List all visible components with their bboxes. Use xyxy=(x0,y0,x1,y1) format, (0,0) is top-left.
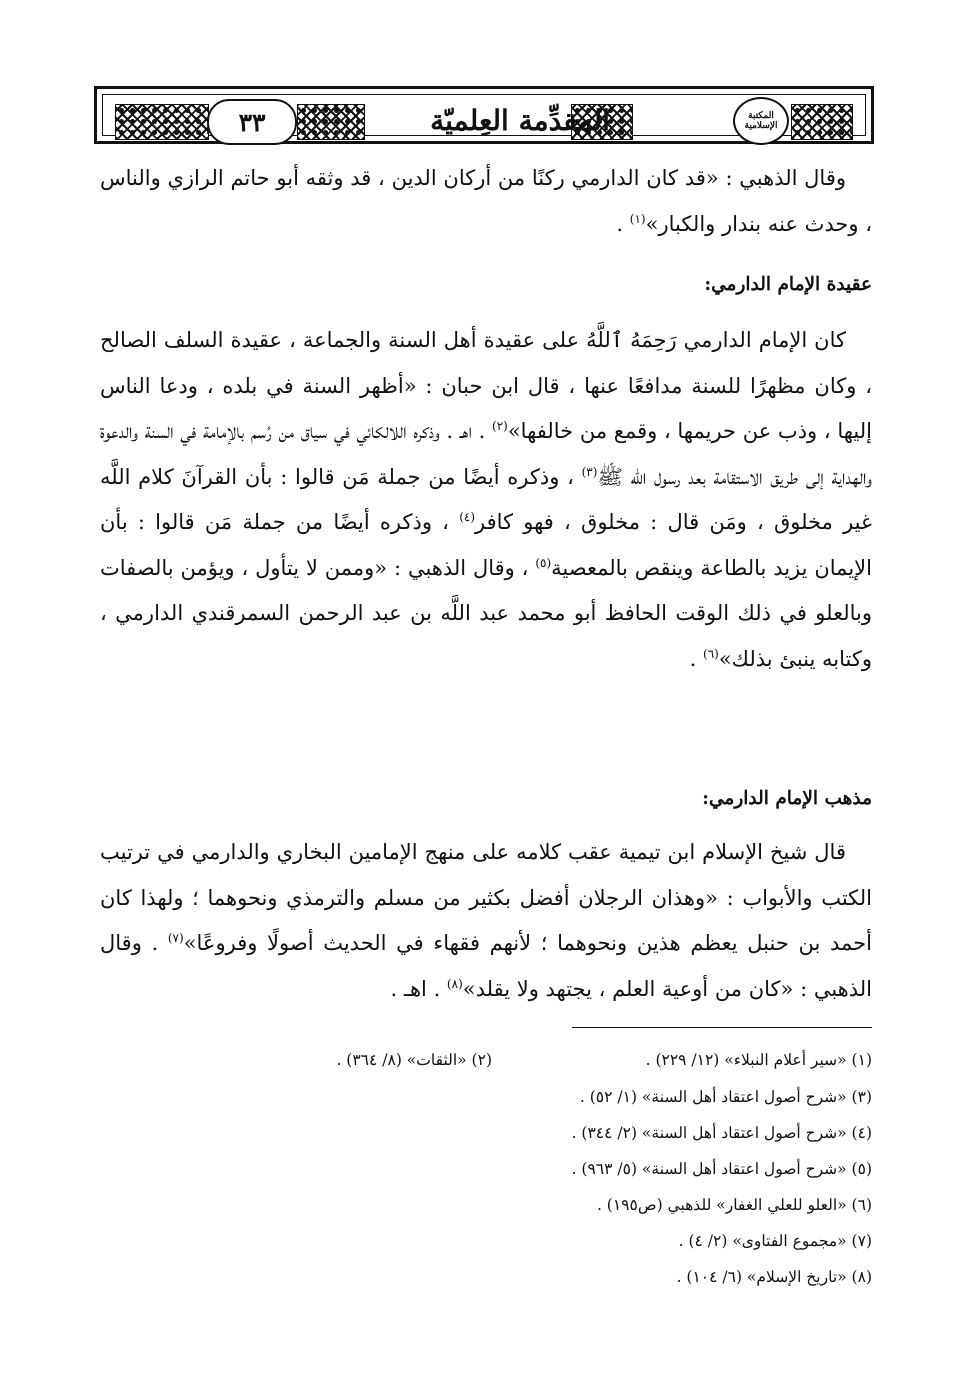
paragraph-text xyxy=(100,830,872,1012)
paragraph-1 xyxy=(100,156,872,247)
footnote-1: (١) «سير أعلام النبلاء» (١٢/ ٢٢٩) . xyxy=(645,1051,872,1069)
footnote-ref: (١) xyxy=(629,211,646,226)
footnote-5: (٥) «شرح أصول اعتقاد أهل السنة» (٥/ ٩٦٣) . xyxy=(571,1160,872,1178)
footnote-ref: (٨) xyxy=(446,976,463,991)
footnote-ref: (٢) xyxy=(492,419,508,433)
footnote-ref: (٣) xyxy=(581,464,598,479)
footnote-ref: (٥) xyxy=(535,555,552,570)
header-inner-frame xyxy=(102,94,866,136)
text-run: كان الإمام الدارمي رَحِمَهُ ٱللَّهُ على عقيدة أهل السنة والجماعة ، عقيدة السلف الصالح ، وكان مظهرًا للسنة مدافعًا عنها ، قال ابن حبان : «أظهر السنة في بلده ، ودعا الناس إليها ، وذب عن حريمها ، وقمع من خالفها» xyxy=(100,328,872,443)
section-heading-creed xyxy=(100,270,872,300)
page-header xyxy=(94,86,874,144)
paragraph-text xyxy=(100,156,872,247)
footnote-7: (٧) «مجموع الفتاوى» (٢/ ٤) . xyxy=(678,1232,872,1250)
text-run: ، وذكره أيضًا من جملة مَن قالوا : بأن الإيمان يزيد بالطاعة وينقص بالمعصية xyxy=(100,510,872,580)
running-title: المقدِّمة العِلميّة xyxy=(430,103,610,137)
text-run: . xyxy=(616,211,630,236)
text-run: . وقال الذهبي : «كان من أوعية العلم ، يجتهد ولا يقلد» xyxy=(100,931,872,1001)
paragraph-2 xyxy=(100,318,872,682)
page-number: ٣٣ xyxy=(207,99,297,145)
footnote-ref: (٤) xyxy=(459,510,476,524)
footnote-separator xyxy=(572,1027,872,1028)
footnote-2: (٢) «الثقات» (٨/ ٣٦٤) . xyxy=(336,1051,492,1069)
paragraph-3 xyxy=(100,830,872,1012)
heading-text: مذهب الإمام الدارمي: xyxy=(702,788,872,809)
footnote-6: (٦) «العلو للعلي الغفار» للذهبي (ص١٩٥) . xyxy=(596,1196,872,1214)
section-heading-madhhab xyxy=(100,784,872,814)
text-run: . xyxy=(689,646,703,671)
footnote-ref: (٧) xyxy=(167,931,184,945)
paragraph-text xyxy=(100,318,872,682)
ornament-right-outer xyxy=(791,104,853,140)
text-run: . اهـ . وذكره اللالكائي في سياق من رُسم بالإمامة في السنة والدعوة والهداية إلى طريق الاستقامة بعد رسول الله ﷺ xyxy=(100,419,873,489)
footnote-4: (٤) «شرح أصول اعتقاد أهل السنة» (٢/ ٣٤٤) . xyxy=(571,1124,872,1142)
text-run: وقال الذهبي : «قد كان الدارمي ركنًا من أركان الدين ، قد وثقه أبو حاتم الرازي والناس ، وحدث عنه بندار والكبار» xyxy=(100,166,872,236)
footnote-8: (٨) «تاريخ الإسلام» (٦/ ١٠٤) . xyxy=(676,1268,872,1286)
footnote-ref: (٦) xyxy=(703,646,719,661)
ornament-left-inner xyxy=(297,104,365,140)
publisher-seal: المكتبة الإسلامية xyxy=(733,97,789,145)
footnote-3: (٣) «شرح أصول اعتقاد أهل السنة» (١/ ٥٢) . xyxy=(579,1088,872,1106)
text-run: ، وذكره أيضًا من جملة مَن قالوا : بأن القرآنَ كلام اللَّه غير مخلوق ، ومَن قال : مخلوق ، فهو كافر xyxy=(100,464,872,534)
text-run: ، وقال الذهبي : «وممن لا يتأول ، ويؤمن بالصفات وبالعلو في ذلك الوقت الحافظ أبو محمد عبد اللَّه بن عبد الرحمن السمرقندي الدارمي ، وكتابه ينبئ بذلك» xyxy=(100,555,872,671)
heading-text: عقيدة الإمام الدارمي: xyxy=(704,274,872,295)
text-run: قال شيخ الإسلام ابن تيمية عقب كلامه على منهج الإمامين البخاري والدارمي في ترتيب الكتب والأبواب : «وهذان الرجلان أفضل بكثير من مسلم والترمذي ونحوهما ؛ ولهذا كان أحمد بن حنبل يعظم هذين ونحوهما ؛ لأنهم فقهاء في الحديث أصولًا وفروعًا» xyxy=(100,840,872,955)
ornament-left-outer xyxy=(115,104,209,140)
text-run: . اهـ . xyxy=(390,976,447,1001)
